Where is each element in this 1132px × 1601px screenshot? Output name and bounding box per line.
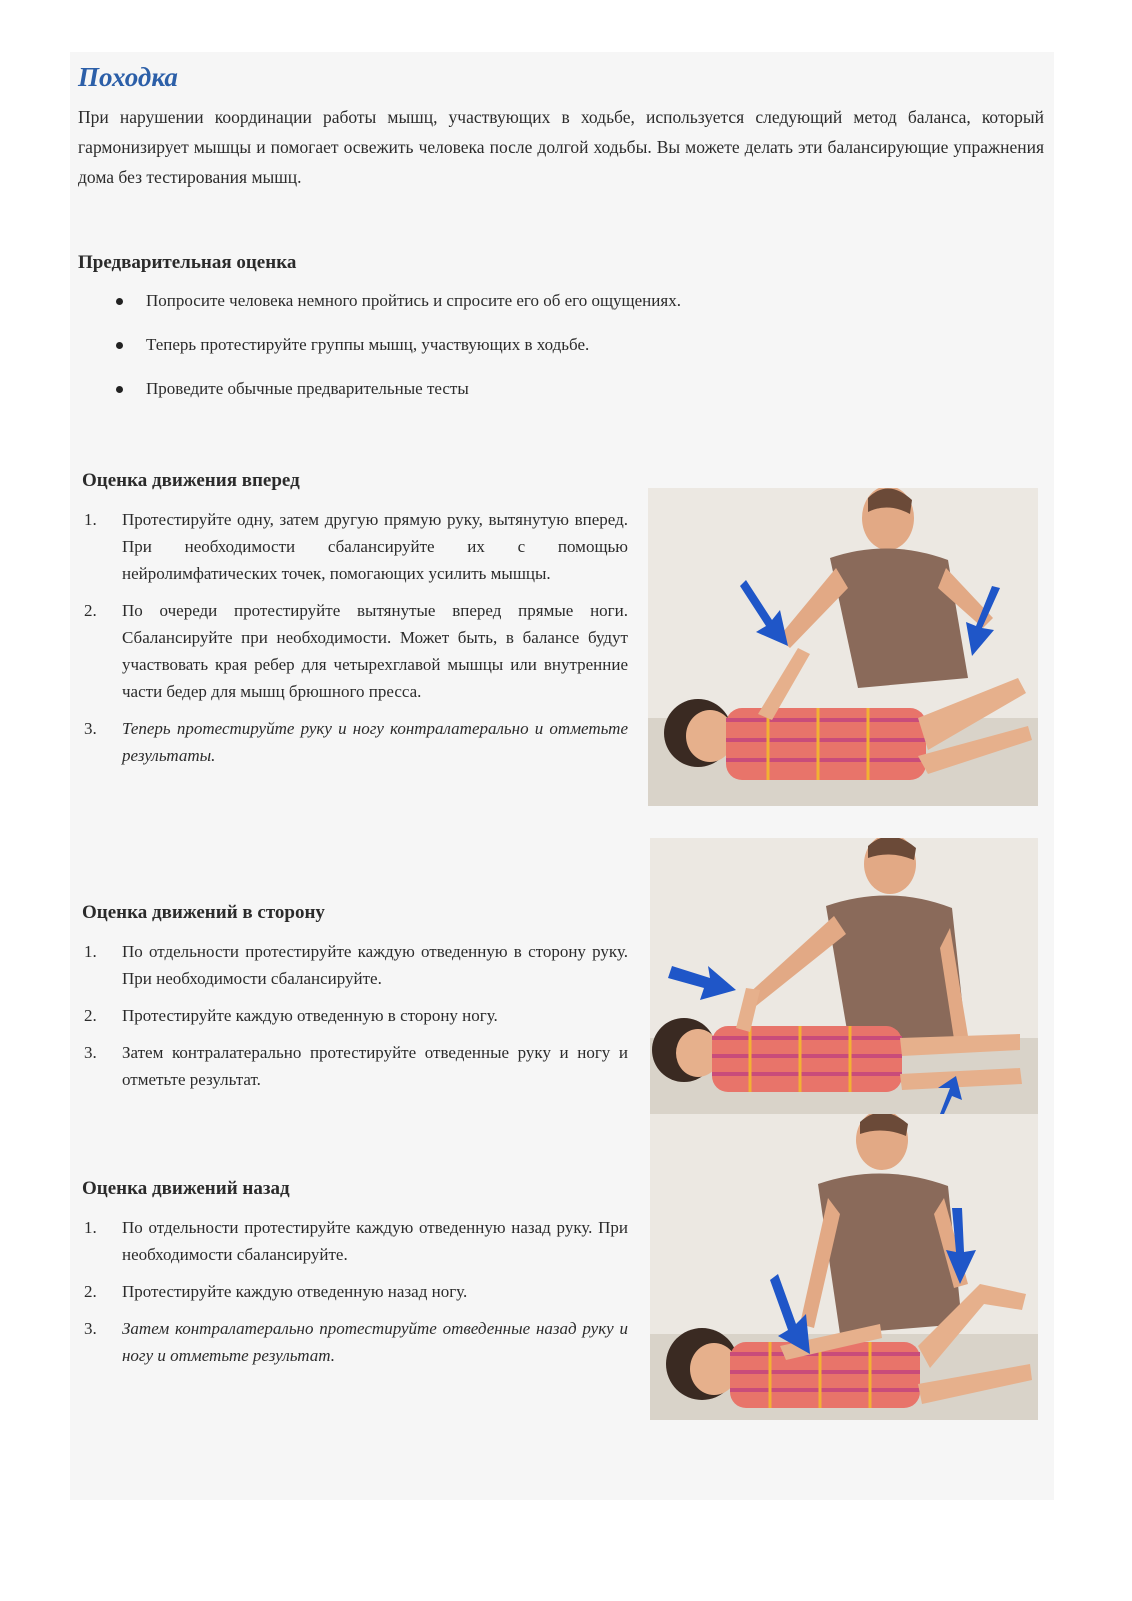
sideways-steps xyxy=(82,938,628,1093)
step-text: Протестируйте одну, затем другую прямую руку, вытянутую вперед. При необходимости сбалансируйте их с помощью нейролимфатических точек, помогающих усилить мышцы. xyxy=(122,510,628,583)
step-text: По отдельности протестируйте каждую отведенную в сторону руку. При необходимости сбалансируйте. xyxy=(122,942,628,988)
forward-section xyxy=(82,470,628,779)
backward-heading: Оценка движений назад xyxy=(82,1178,290,1199)
list-item: Теперь протестируйте группы мышц, участвующих в ходьбе. xyxy=(112,332,681,376)
sideways-heading: Оценка движений в сторону xyxy=(82,902,325,923)
forward-steps xyxy=(82,506,628,769)
list-item xyxy=(82,1278,628,1305)
list-item xyxy=(82,1002,628,1029)
step-text: По отдельности протестируйте каждую отведенную назад руку. При необходимости сбалансируйте. xyxy=(122,1218,628,1264)
photo-sideways xyxy=(650,838,1038,1114)
step-number: 1. xyxy=(84,942,97,961)
step-text: Затем контралатерально протестируйте отведенные руку и ногу и отметьте результат. xyxy=(122,1043,628,1089)
step-text: Теперь протестируйте руку и ногу контралатерально и отметьте результаты. xyxy=(122,719,628,765)
step-number: 3. xyxy=(84,1319,97,1338)
step-number: 2. xyxy=(84,1006,97,1025)
forward-heading: Оценка движения вперед xyxy=(82,470,300,491)
list-item: Попросите человека немного пройтись и спросите его об его ощущениях. xyxy=(112,288,681,332)
list-item xyxy=(82,715,628,769)
list-item xyxy=(82,1214,628,1268)
photo-backward xyxy=(650,1114,1038,1420)
preliminary-list xyxy=(112,288,681,420)
preliminary-heading: Предварительная оценка xyxy=(78,252,297,273)
intro-paragraph: При нарушении координации работы мышц, участвующих в ходьбе, используется следующий метод баланса, который гармонизирует мышцы и помогает освежить человека после долгой ходьбы. Вы можете делать эти балансирующие упражнения дома без тестирования мышц. xyxy=(78,107,1044,187)
step-text: Протестируйте каждую отведенную назад ногу. xyxy=(122,1282,468,1301)
list-item xyxy=(82,597,628,705)
photo-forward xyxy=(648,488,1038,806)
sideways-section xyxy=(82,902,628,1103)
list-item xyxy=(82,506,628,587)
step-number: 1. xyxy=(84,510,97,529)
page-title: Походка xyxy=(78,62,178,92)
step-text: Затем контралатерально протестируйте отведенные назад руку и ногу и отметьте результат. xyxy=(122,1319,628,1365)
step-number: 2. xyxy=(84,601,97,620)
list-item xyxy=(82,1039,628,1093)
step-text: Протестируйте каждую отведенную в сторону ногу. xyxy=(122,1006,498,1025)
list-item: Проведите обычные предварительные тесты xyxy=(112,376,681,420)
step-number: 2. xyxy=(84,1282,97,1301)
step-number: 3. xyxy=(84,1043,97,1062)
backward-steps xyxy=(82,1214,628,1369)
step-number: 1. xyxy=(84,1218,97,1237)
list-item xyxy=(82,1315,628,1369)
backward-section xyxy=(82,1178,628,1379)
step-text: По очереди протестируйте вытянутые вперед прямые ноги. Сбалансируйте при необходимости. Может быть, в балансе будут участвовать края ребер для четырехглавой мышцы или внутренние части бедер для мышц брюшного пресса. xyxy=(122,601,628,701)
list-item xyxy=(82,938,628,992)
step-number: 3. xyxy=(84,719,97,738)
